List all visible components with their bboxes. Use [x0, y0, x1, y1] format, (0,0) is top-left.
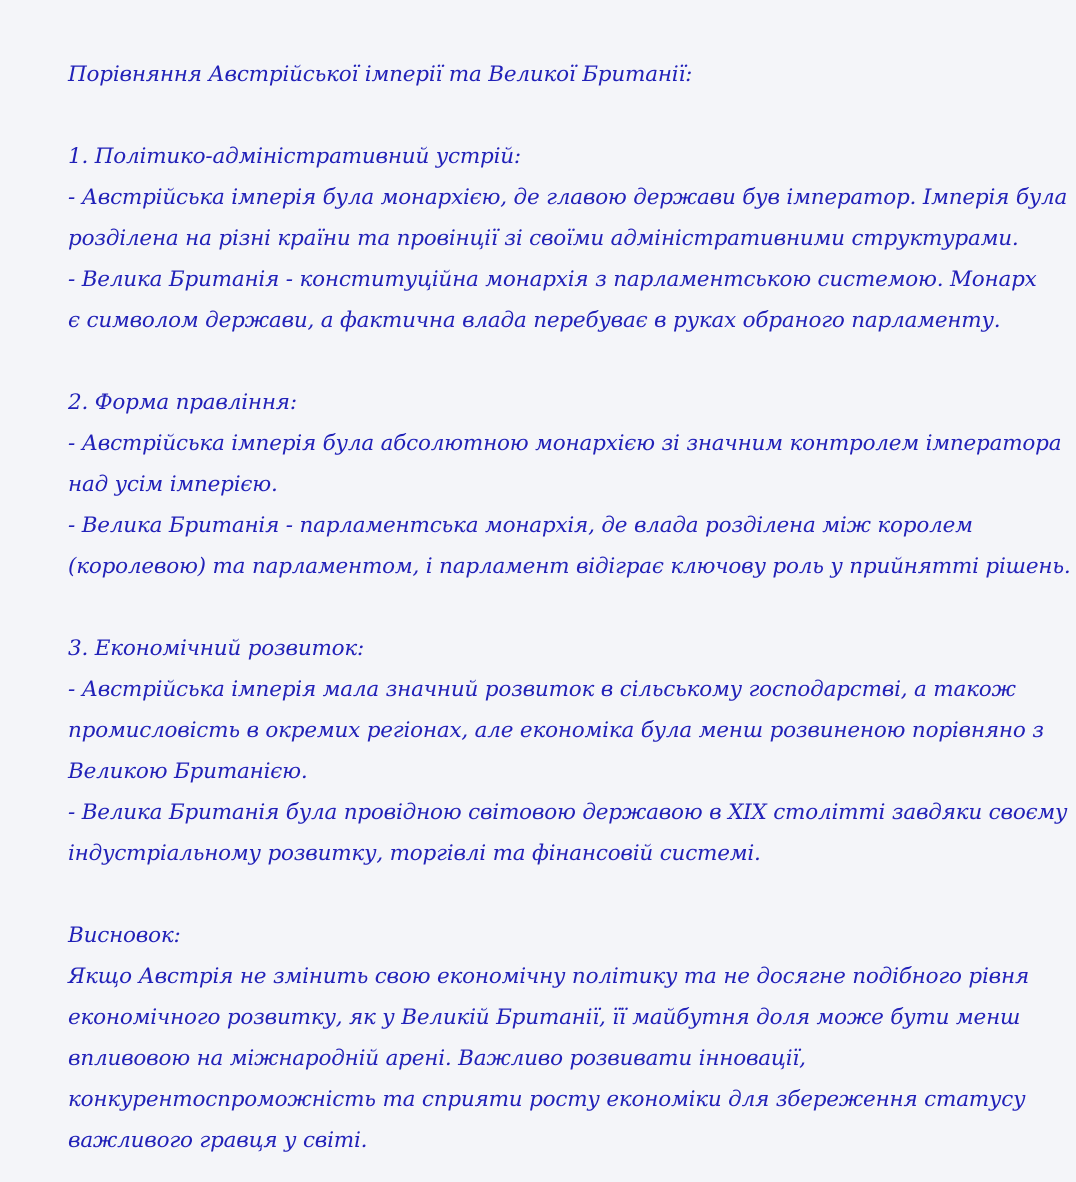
document-text [68, 54, 1071, 1161]
text-line: економічного розвитку, як у Великій Британії, її майбутня доля може бути менш [68, 1005, 1021, 1030]
section-heading-government: 2. Форма правління: [68, 390, 297, 415]
section-heading-economy: 3. Економічний розвиток: [68, 636, 365, 661]
text-line: Якщо Австрія не змінить свою економічну політику та не досягне подібного рівня [68, 964, 1029, 989]
document-title: Порівняння Австрійської імперії та Великої Британії: [68, 62, 693, 87]
text-line: - Австрійська імперія мала значний розвиток в сільському господарстві, а також [68, 677, 1016, 702]
text-line: впливовою на міжнародній арені. Важливо розвивати інновації, [68, 1046, 806, 1071]
section-heading-conclusion: Висновок: [68, 923, 181, 948]
text-line: над усім імперією. [68, 472, 278, 497]
text-line: промисловість в окремих регіонах, але економіка була менш розвиненою порівняно з [68, 718, 1044, 743]
text-line: - Велика Британія була провідною світовою державою в XIX столітті завдяки своєму [68, 800, 1068, 825]
blank-line [68, 95, 1028, 136]
text-line: - Австрійська імперія була абсолютною монархією зі значним контролем імператора [68, 431, 1062, 456]
blank-line [68, 874, 1028, 915]
text-line: - Велика Британія - парламентська монархія, де влада розділена між королем [68, 513, 973, 538]
text-line: конкурентоспроможність та сприяти росту економіки для збереження статусу [68, 1087, 1026, 1112]
blank-line [68, 341, 1028, 382]
text-line: розділена на різні країни та провінції зі своїми адміністративними структурами. [68, 226, 1019, 251]
text-line: є символом держави, а фактична влада перебуває в руках обраного парламенту. [68, 308, 1001, 333]
section-heading-political: 1. Політико-адміністративний устрій: [68, 144, 521, 169]
text-line: - Австрійська імперія була монархією, де главою держави був імператор. Імперія була [68, 185, 1068, 210]
text-line: важливого гравця у світі. [68, 1128, 368, 1153]
text-line: Великою Британією. [68, 759, 308, 784]
text-line: (королевою) та парламентом, і парламент відіграє ключову роль у прийнятті рішень. [68, 554, 1071, 579]
text-line: індустріальному розвитку, торгівлі та фінансовій системі. [68, 841, 761, 866]
blank-line [68, 587, 1028, 628]
text-line: - Велика Британія - конституційна монархія з парламентською системою. Монарх [68, 267, 1037, 292]
